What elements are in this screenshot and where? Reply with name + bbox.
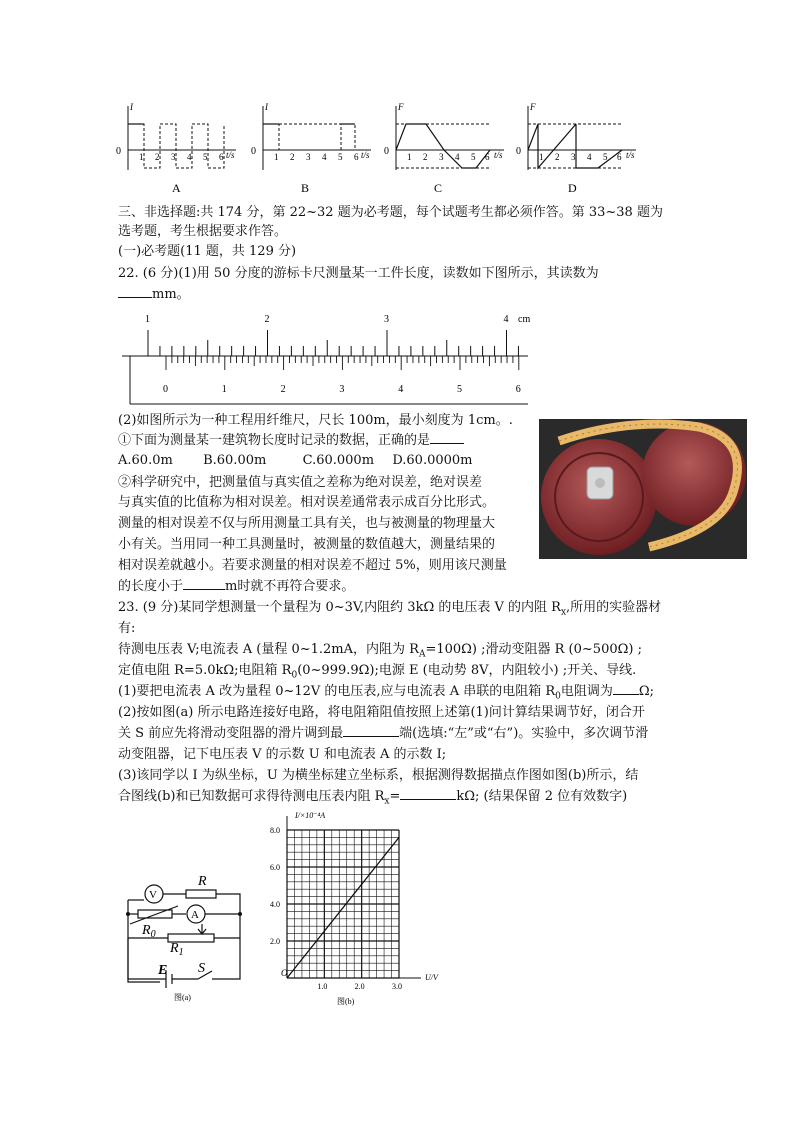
q23-slider-blank[interactable]: [343, 736, 399, 737]
q23-line1: 23. (9 分)某同学想测量一个量程为 0~3V,内阻约 3kΩ 的电压表 V 的内阻 $R_x$,所用的实验器材: [118, 600, 662, 618]
option-a[interactable]: A.60.0m: [118, 453, 173, 468]
graph-a-tick-6: 6: [219, 152, 224, 162]
graph-a-tick-3: 3: [171, 152, 176, 162]
graph-b-caption: B: [301, 181, 310, 195]
graph-c-tick-6: 6: [485, 152, 490, 162]
graph-c-tick-3: 3: [439, 152, 444, 162]
graph-d-tick-4: 4: [587, 152, 592, 162]
resistor-r-label: R: [198, 874, 207, 889]
graph-c-tick-4: 4: [455, 152, 460, 162]
motion-graphs: [118, 100, 648, 198]
q23-line2: 有:: [118, 621, 136, 636]
q23-rx-blank[interactable]: [400, 799, 456, 800]
x-tick-label: 1.0: [317, 982, 328, 991]
graph-b-xlabel: t/s: [361, 150, 370, 160]
figure-b-caption: 图(b): [337, 997, 355, 1006]
graph-c-ylabel: F: [398, 102, 404, 112]
graph-d-tick-2: 2: [555, 152, 560, 162]
option-d[interactable]: D.60.0000m: [392, 453, 473, 468]
q22-q2-line3: 测量的相对误差不仅与所用测量工具有关，也与被测量的物理量大: [118, 516, 496, 531]
graph-a-tick-1: 1: [139, 152, 144, 162]
resistor-r0-label: $R_0$: [142, 923, 156, 940]
vernier-number: 6: [515, 384, 521, 395]
graph-a-tick-2: 2: [155, 152, 160, 162]
q22-q1-blank[interactable]: [430, 443, 464, 444]
caliper-main-scale: [122, 314, 531, 356]
q23-r0-blank[interactable]: [613, 694, 639, 695]
vernier-number: 3: [339, 384, 345, 395]
y-tick-label: 2.0: [270, 937, 280, 946]
x-tick-label: 3.0: [392, 982, 402, 991]
graph-a-caption: A: [172, 181, 181, 195]
graph-c-tick-2: 2: [423, 152, 428, 162]
section3-line2: 选考题，考生根据要求作答。: [118, 224, 288, 239]
y-tick-label: 6.0: [270, 863, 280, 872]
graph-d-caption: D: [568, 181, 577, 195]
graph-c-tick-1: 1: [407, 152, 412, 162]
q23-line4: 定值电阻 R=5.0kΩ;电阻箱 $R_0(0\sim 999.9\Omega)$;电源 E (电动势 8V，内阻较小) ;开关、导线.: [118, 663, 637, 681]
option-c[interactable]: C.60.000m: [302, 453, 375, 468]
vernier-number: 0: [163, 384, 168, 395]
option-b[interactable]: B.60.00m: [203, 453, 267, 468]
graph-b-tick-4: 4: [322, 152, 327, 162]
circuit-diagram: [120, 872, 250, 1007]
q23-line6: (2)按如图(a) 所示电路连接好电路，将电阻箱阻值按照上述第(1)问计算结果调节好，闭合开: [118, 705, 645, 720]
graph-b-tick-6: 6: [354, 152, 359, 162]
graph-b-ylabel: I: [265, 102, 268, 112]
y-tick-label: 4.0: [270, 900, 280, 909]
section3-line3: (一)必考题(11 题，共 129 分): [118, 244, 297, 259]
switch-s-label: S: [198, 961, 205, 976]
graph-a-xlabel: t/s: [226, 150, 235, 160]
figure-a-caption: 图(a): [174, 993, 191, 1002]
graph-a-tick-4: 4: [187, 152, 192, 162]
q22-line1: 22. (6 分)(1)用 50 分度的游标卡尺测量某一工件长度，读数如下图所示，其读数为: [118, 266, 599, 281]
graph-a: [116, 102, 236, 195]
graph-c-caption: C: [434, 181, 443, 195]
graph-a-tick-5: 5: [203, 152, 208, 162]
q23-line8: 动变阻器，记下电压表 V 的示数 U 和电流表 A 的示数 I;: [118, 747, 447, 762]
vernier-caliper: [118, 308, 538, 404]
voltmeter-label: V: [149, 889, 157, 901]
graph-b: [251, 102, 371, 195]
section3-line1: 三、非选择题:共 174 分，第 22~32 题为必考题，每个试题考生都必须作答。第 33~38 题为: [118, 205, 663, 220]
q22-q2-line6: 的长度小于 m时就不再符合要求。: [118, 579, 355, 594]
chart-y-axis-label: I/×10⁻⁴A: [295, 811, 326, 820]
q22-part2-q1: ①下面为测量某一建筑物长度时记录的数据，正确的是: [118, 431, 464, 450]
graph-b-tick-2: 2: [290, 152, 295, 162]
graph-d-tick-6: 6: [617, 152, 622, 162]
main-scale-number: 1: [145, 314, 150, 325]
q23-line10: 合图线(b)和已知数据可求得待测电压表内阻 $R_x= k\Omega$; (结果保留 2 位有效数字): [118, 789, 628, 807]
q22-part2: (2)如图所示为一种工程用纤维尺，尺长 100m，最小刻度为 1cm。.: [118, 413, 513, 428]
q23-line7: 关 S 前应先将滑动变阻器的滑片调到最 端(选填:“左”或“右”)。实验中，多次调节滑: [118, 726, 649, 741]
graph-d-tick-5: 5: [603, 152, 608, 162]
caliper-vernier-scale: [130, 356, 528, 404]
graph-b-tick-5: 5: [338, 152, 343, 162]
resistor-r1-label: $R_1$: [170, 941, 184, 958]
tape-measure-photo: [539, 419, 747, 559]
graph-d-xlabel: t/s: [626, 150, 635, 160]
q22-line2: mm。: [118, 285, 190, 304]
chart-x-axis-label: U/V: [425, 973, 438, 982]
graph-c-xlabel: t/s: [494, 150, 503, 160]
graph-d: [516, 102, 636, 195]
vernier-number: 1: [221, 384, 227, 395]
tape-measure-image: [539, 419, 747, 559]
q23-line5: (1)要把电流表 A 改为量程 0~12V 的电压表,应与电流表 A 串联的电阻箱 $R_0$电阻调为 Ω;: [118, 684, 655, 702]
q22-options: [118, 451, 473, 470]
graph-a-ylabel: I: [130, 102, 133, 112]
q22-q2-line4: 小有关。当用同一种工具测量时，被测量的数值越大，测量结果的: [118, 537, 496, 552]
figure-b-chart: [265, 808, 455, 1013]
vernier-number: 2: [280, 384, 286, 395]
graph-a-origin: 0: [116, 146, 121, 157]
main-scale-number: 2: [264, 314, 270, 325]
graph-d-tick-1: 1: [539, 152, 544, 162]
graph-c-tick-5: 5: [471, 152, 476, 162]
graph-b-tick-3: 3: [306, 152, 311, 162]
graph-d-origin: 0: [516, 146, 521, 157]
x-tick-label: 2.0: [354, 982, 365, 991]
graph-c: [384, 102, 504, 195]
q22-answer-blank[interactable]: [118, 297, 152, 298]
graph-d-ylabel: F: [530, 102, 536, 112]
chart-origin-label: O: [281, 968, 288, 978]
source-e-label: E: [158, 963, 168, 978]
series-line: [287, 837, 399, 978]
q22-q2-line1: ②科学研究中，把测量值与真实值之差称为绝对误差，绝对误差: [118, 475, 483, 490]
graph-b-origin: 0: [251, 146, 256, 157]
q23-line3: 待测电压表 V;电流表 A (量程 0~1.2mA，内阻为 $R_A=100\Omega$) ;滑动变阻器 R (0~500Ω) ;: [118, 642, 642, 660]
y-tick-label: 8.0: [270, 826, 280, 835]
q22-q2-line2: 与真实值的比值称为相对误差。相对误差通常表示成百分比形式。: [118, 495, 496, 510]
caliper-unit: cm: [518, 314, 531, 325]
main-scale-number: 3: [384, 314, 389, 325]
graph-c-origin: 0: [384, 146, 389, 157]
q22-q2-line5: 相对误差就越小。若要求测量的相对误差不超过 5%，则用该尺测量: [118, 558, 507, 573]
vernier-number: 5: [457, 384, 462, 395]
graph-b-tick-1: 1: [274, 152, 279, 162]
q23-line9: (3)该同学以 I 为纵坐标，U 为横坐标建立坐标系，根据测得数据描点作图如图(b)所示，结: [118, 768, 639, 783]
main-scale-number: 4: [503, 314, 509, 325]
graph-d-tick-3: 3: [571, 152, 576, 162]
vernier-number: 4: [398, 384, 404, 395]
q22-q2-blank[interactable]: [183, 589, 225, 590]
ammeter-label: A: [191, 909, 199, 921]
